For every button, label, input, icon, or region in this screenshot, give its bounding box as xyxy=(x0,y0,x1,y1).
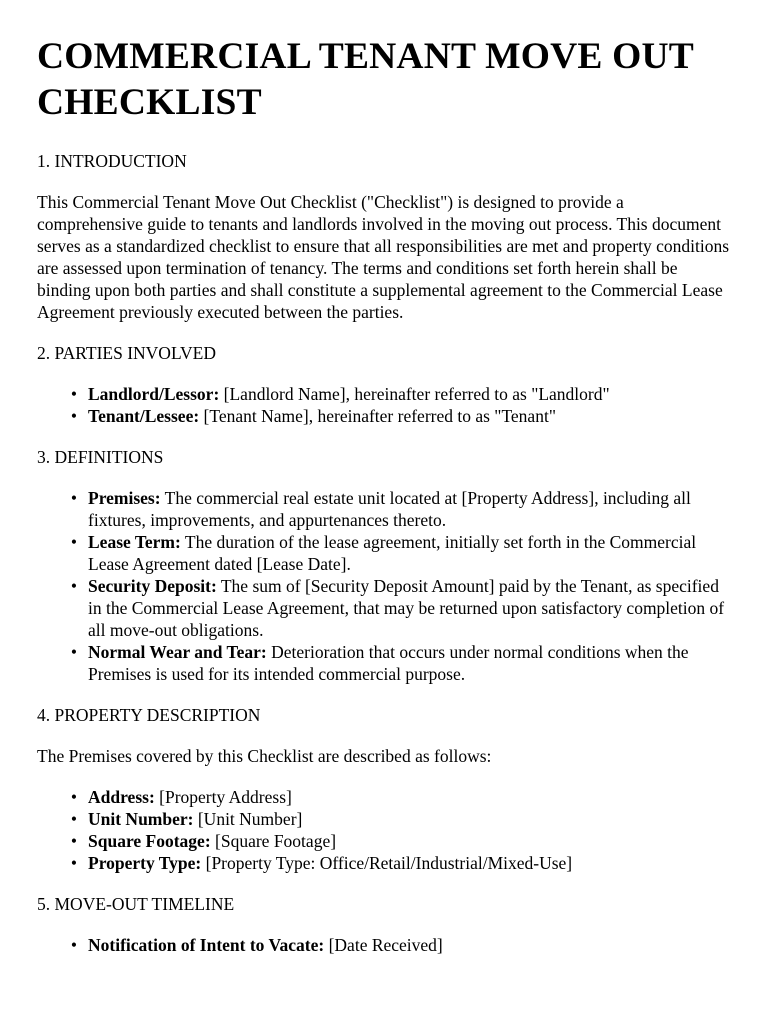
item-text: Deterioration that occurs under normal conditions when the Premises is used for its intended commercial purpose. xyxy=(88,642,689,684)
timeline-list xyxy=(37,934,733,956)
bullet-icon: • xyxy=(70,809,78,829)
item-term: Lease Term: xyxy=(88,532,181,552)
bullet-icon: • xyxy=(70,488,78,508)
document-title: COMMERCIAL TENANT MOVE OUT CHECKLIST xyxy=(37,36,694,123)
introduction-paragraph: This Commercial Tenant Move Out Checklist ("Checklist") is designed to provide a comprehensive guide to tenants and landlords involved in the moving out process. This document serves as a standardized checklist to ensure that all responsibilities are met and property conditions are assessed upon termination of tenancy. The terms and conditions set forth herein shall be binding upon both parties and shall constitute a supplemental agreement to the Commercial Lease Agreement previously executed between the parties. xyxy=(37,192,730,322)
bullet-icon: • xyxy=(70,787,78,807)
item-text: [Property Type: Office/Retail/Industrial/Mixed-Use] xyxy=(201,853,573,873)
item-term: Square Footage: xyxy=(88,831,211,851)
bullet-icon: • xyxy=(70,853,78,873)
bullet-icon: • xyxy=(70,384,78,404)
property-paragraph: The Premises covered by this Checklist are described as follows: xyxy=(37,746,492,766)
definitions-list xyxy=(37,487,733,685)
bullet-icon: • xyxy=(70,576,78,596)
list-item xyxy=(70,383,733,405)
item-term: Notification of Intent to Vacate: xyxy=(88,935,325,955)
bullet-icon: • xyxy=(70,406,78,426)
item-term: Tenant/Lessee: xyxy=(88,406,200,426)
section-heading-timeline: 5. MOVE-OUT TIMELINE xyxy=(37,894,235,914)
list-item xyxy=(70,487,733,531)
item-text: [Property Address] xyxy=(154,787,292,807)
item-text: [Landlord Name], hereinafter referred to as "Landlord" xyxy=(219,384,610,404)
bullet-icon: • xyxy=(70,831,78,851)
item-term: Security Deposit: xyxy=(88,576,217,596)
section-heading-property: 4. PROPERTY DESCRIPTION xyxy=(37,705,261,725)
property-list xyxy=(37,786,733,874)
item-text: [Tenant Name], hereinafter referred to as "Tenant" xyxy=(199,406,556,426)
list-item xyxy=(70,575,733,641)
bullet-icon: • xyxy=(70,532,78,552)
list-item xyxy=(70,405,733,427)
section-heading-parties: 2. PARTIES INVOLVED xyxy=(37,343,216,363)
item-term: Property Type: xyxy=(88,853,202,873)
list-item xyxy=(70,830,733,852)
item-term: Normal Wear and Tear: xyxy=(88,642,267,662)
item-text: [Unit Number] xyxy=(193,809,303,829)
item-term: Landlord/Lessor: xyxy=(88,384,220,404)
section-heading-definitions: 3. DEFINITIONS xyxy=(37,447,164,467)
parties-list xyxy=(37,383,733,427)
item-text: [Date Received] xyxy=(324,935,443,955)
list-item xyxy=(70,641,733,685)
item-term: Premises: xyxy=(88,488,161,508)
item-term: Address: xyxy=(88,787,155,807)
section-heading-introduction: 1. INTRODUCTION xyxy=(37,151,187,171)
item-text: [Square Footage] xyxy=(210,831,337,851)
item-text: The sum of [Security Deposit Amount] paid by the Tenant, as specified in the Commercial Lease Agreement, that may be returned upon satisfactory completion of all move-out obligations. xyxy=(88,576,725,640)
bullet-icon: • xyxy=(70,642,78,662)
item-text: The duration of the lease agreement, initially set forth in the Commercial Lease Agreement dated [Lease Date]. xyxy=(88,532,697,574)
list-item xyxy=(70,786,733,808)
bullet-icon: • xyxy=(70,935,78,955)
list-item xyxy=(70,934,733,956)
list-item xyxy=(70,531,733,575)
item-text: The commercial real estate unit located at [Property Address], including all fixtures, improvements, and appurtenances thereto. xyxy=(88,488,691,530)
item-term: Unit Number: xyxy=(88,809,194,829)
list-item xyxy=(70,808,733,830)
list-item xyxy=(70,852,733,874)
